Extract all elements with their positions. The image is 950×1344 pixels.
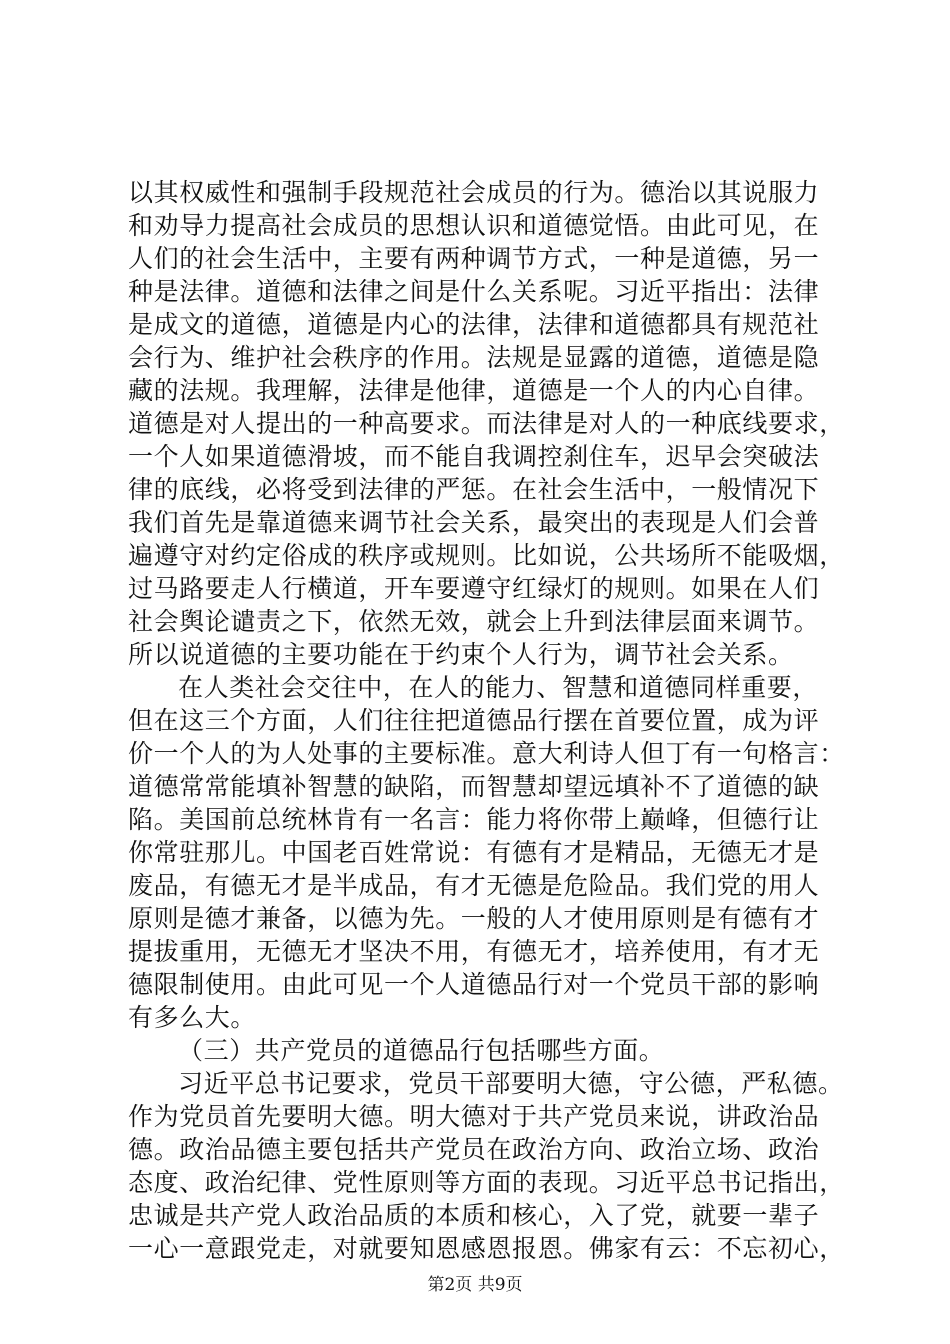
text-line: 提拔重用，无德无才坚决不用，有德无才，培养使用，有才无	[128, 937, 820, 966]
text-line: 废品，有德无才是半成品，有才无德是危险品。我们党的用人	[128, 871, 820, 900]
text-line: 我们首先是靠道德来调节社会关系，最突出的表现是人们会普	[128, 508, 820, 537]
text-line: 德限制使用。由此可见一个人道德品行对一个党员干部的影响	[128, 970, 820, 999]
text-line: 所以说道德的主要功能在于约束个人行为，调节社会关系。	[128, 640, 794, 669]
text-line: 道德是对人提出的一种高要求。而法律是对人的一种底线要求，	[128, 409, 845, 438]
text-line: 过马路要走人行横道，开车要遵守红绿灯的规则。如果在人们	[128, 574, 820, 603]
text-line: 有多么大。	[128, 1003, 257, 1032]
text-line: 价一个人的为人处事的主要标准。意大利诗人但丁有一句格言：	[128, 739, 845, 768]
text-line: 作为党员首先要明大德。明大德对于共产党员来说，讲政治品	[128, 1102, 820, 1131]
text-line: 但在这三个方面，人们往往把道德品行摆在首要位置，成为评	[128, 706, 820, 735]
page-number-footer: 第2页 共9页	[427, 1275, 523, 1295]
text-line: 道德常常能填补智慧的缺陷，而智慧却望远填补不了道德的缺	[128, 772, 820, 801]
text-line: 社会舆论谴责之下，依然无效，就会上升到法律层面来调节。	[128, 607, 820, 636]
paragraph-start-line: 习近平总书记要求，党员干部要明大德，守公德，严私德。	[178, 1069, 844, 1098]
text-line: 人们的社会生活中，主要有两种调节方式，一种是道德，另一	[128, 244, 820, 273]
text-line: 陷。美国前总统林肯有一名言：能力将你带上巅峰，但德行让	[128, 805, 820, 834]
text-line: 一个人如果道德滑坡，而不能自我调控刹住车，迟早会突破法	[128, 442, 820, 471]
text-line: 和劝导力提高社会成员的思想认识和道德觉悟。由此可见，在	[128, 211, 820, 240]
text-line: 会行为、维护社会秩序的作用。法规是显露的道德，道德是隐	[128, 343, 820, 372]
text-line: 你常驻那儿。中国老百姓常说：有德有才是精品，无德无才是	[128, 838, 820, 867]
text-line: 忠诚是共产党人政治品质的本质和核心，入了党，就要一辈子	[128, 1201, 820, 1230]
text-line: 是成文的道德，道德是内心的法律，法律和道德都具有规范社	[128, 310, 820, 339]
text-line: 一心一意跟党走，对就要知恩感恩报恩。佛家有云：不忘初心，	[128, 1234, 845, 1263]
text-line: 种是法律。道德和法律之间是什么关系呢。习近平指出：法律	[128, 277, 820, 306]
paragraph-start-line: 在人类社会交往中，在人的能力、智慧和道德同样重要，	[178, 673, 819, 702]
text-line: 藏的法规。我理解，法律是他律，道德是一个人的内心自律。	[128, 376, 820, 405]
text-line: 律的底线，必将受到法律的严惩。在社会生活中，一般情况下	[128, 475, 820, 504]
text-line: 遍遵守对约定俗成的秩序或规则。比如说，公共场所不能吸烟，	[128, 541, 845, 570]
section-heading: （三）共产党员的道德品行包括哪些方面。	[178, 1036, 665, 1065]
text-line: 德。政治品德主要包括共产党员在政治方向、政治立场、政治	[128, 1135, 820, 1164]
text-line: 原则是德才兼备，以德为先。一般的人才使用原则是有德有才	[128, 904, 820, 933]
text-line: 以其权威性和强制手段规范社会成员的行为。德治以其说服力	[128, 178, 820, 207]
document-body	[128, 176, 868, 1265]
text-line: 态度、政治纪律、党性原则等方面的表现。习近平总书记指出，	[128, 1168, 845, 1197]
